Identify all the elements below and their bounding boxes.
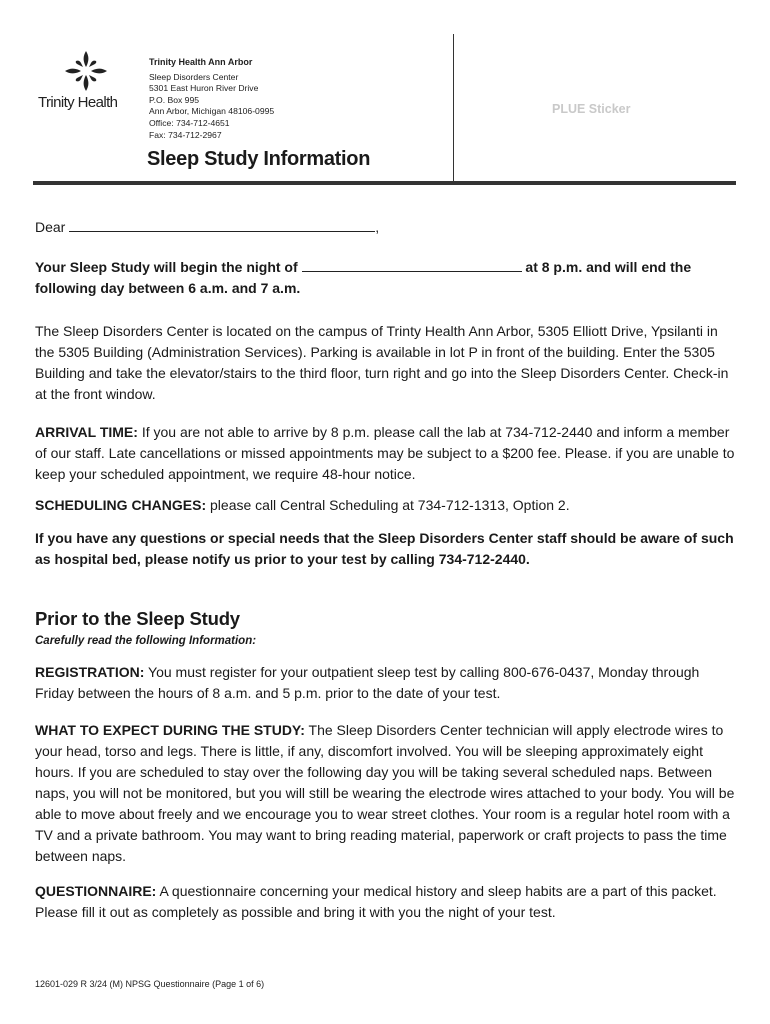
- registration-paragraph: [35, 662, 735, 704]
- questions-paragraph: If you have any questions or special needs that the Sleep Disorders Center staff should be aware of such as hospital bed, please notify us prior to your test by calling 734-712-2440.: [35, 530, 734, 567]
- scheduling-label: SCHEDULING CHANGES:: [35, 497, 207, 513]
- address-line: Ann Arbor, Michigan 48106-0995: [149, 106, 275, 117]
- prior-section-subheading: Carefully read the following Information:: [35, 635, 257, 647]
- expect-text: The Sleep Disorders Center technician will apply electrode wires to your head, torso and legs. There is little, if any, discomfort involved. You will be sleeping approximately eight hours. If you are scheduled to stay over the following day you will be taking several scheduled naps. Between naps, you will not be monitored, but you will still be wearing the electrode wires attached to your body. You will be able to move about freely and we encourage you to wear street clothes. Your room is a regular hotel room with a TV and a private bathroom. You may want to bring reading material, paperwork or craft projects to pass the time between naps.: [35, 722, 735, 864]
- address-line: Fax: 734-712-2967: [149, 129, 222, 140]
- dear-label: Dear: [35, 219, 66, 235]
- logo-wordmark: Trinity Health: [38, 94, 118, 111]
- study-schedule-paragraph: [35, 257, 735, 299]
- arrival-text: If you are not able to arrive by 8 p.m. please call the lab at 734-712-2440 and inform a member of our staff. Late cancellations or missed appointments may be subject to a $200 fee. Please. if you are unable to keep your scheduled appointment, we require 48-hour notice.: [35, 424, 735, 482]
- questionnaire-paragraph: [35, 881, 735, 923]
- name-blank-field[interactable]: [69, 217, 375, 232]
- questionnaire-label: QUESTIONNAIRE:: [35, 883, 157, 899]
- address-line: 5301 East Huron River Drive: [149, 83, 259, 94]
- registration-text: You must register for your outpatient sleep test by calling 800-676-0437, Monday through Friday between the hours of 8 a.m. and 5 p.m. prior to the date of your test.: [35, 664, 700, 701]
- scheduling-paragraph: [35, 495, 735, 516]
- dear-comma: ,: [375, 219, 380, 235]
- registration-label: REGISTRATION:: [35, 664, 145, 680]
- address-line: Sleep Disorders Center: [149, 71, 239, 82]
- address-line: Trinity Health Ann Arbor: [149, 57, 253, 67]
- sticker-placeholder: PLUE Sticker: [552, 102, 631, 116]
- location-paragraph: The Sleep Disorders Center is located on the campus of Trinty Health Ann Arbor, 5305 Elliott Drive, Ypsilanti in the 5305 Building (Administration Services). Parking is available in lot P in front of the building. Enter the 5305 Building and take the elevator/stairs to the third floor, turn right and go into the Sleep Disorders Center. Check-in at the front window.: [35, 323, 729, 402]
- expect-label: WHAT TO EXPECT DURING THE STUDY:: [35, 722, 305, 738]
- arrival-paragraph: [35, 422, 735, 485]
- expect-paragraph: [35, 720, 735, 867]
- questionnaire-text: A questionnaire concerning your medical history and sleep habits are a part of this packet. Please fill it out as completely as possible and bring it with you the night of your test.: [35, 883, 717, 920]
- page-title: Sleep Study Information: [147, 148, 371, 170]
- address-block: [149, 57, 274, 141]
- trinity-health-logo: [38, 50, 138, 111]
- study-date-blank-field[interactable]: [302, 257, 522, 272]
- address-line: P.O. Box 995: [149, 94, 200, 105]
- address-line: Office: 734-712-4651: [149, 117, 230, 128]
- study-begin-text: Your Sleep Study will begin the night of: [35, 259, 298, 275]
- header-rule: [33, 181, 736, 185]
- header-divider: [453, 34, 454, 182]
- salutation-line: [35, 217, 735, 238]
- cross-icon: [64, 50, 108, 92]
- arrival-label: ARRIVAL TIME:: [35, 424, 138, 440]
- study-end-text: at 8 p.m. and will end the following day between 6 a.m. and 7 a.m.: [35, 259, 692, 296]
- prior-section-heading: Prior to the Sleep Study: [35, 608, 240, 629]
- scheduling-text: please call Central Scheduling at 734-712-1313, Option 2.: [210, 497, 570, 513]
- footer-form-id: 12601-029 R 3/24 (M) NPSG Questionnaire (Page 1 of 6): [35, 979, 265, 989]
